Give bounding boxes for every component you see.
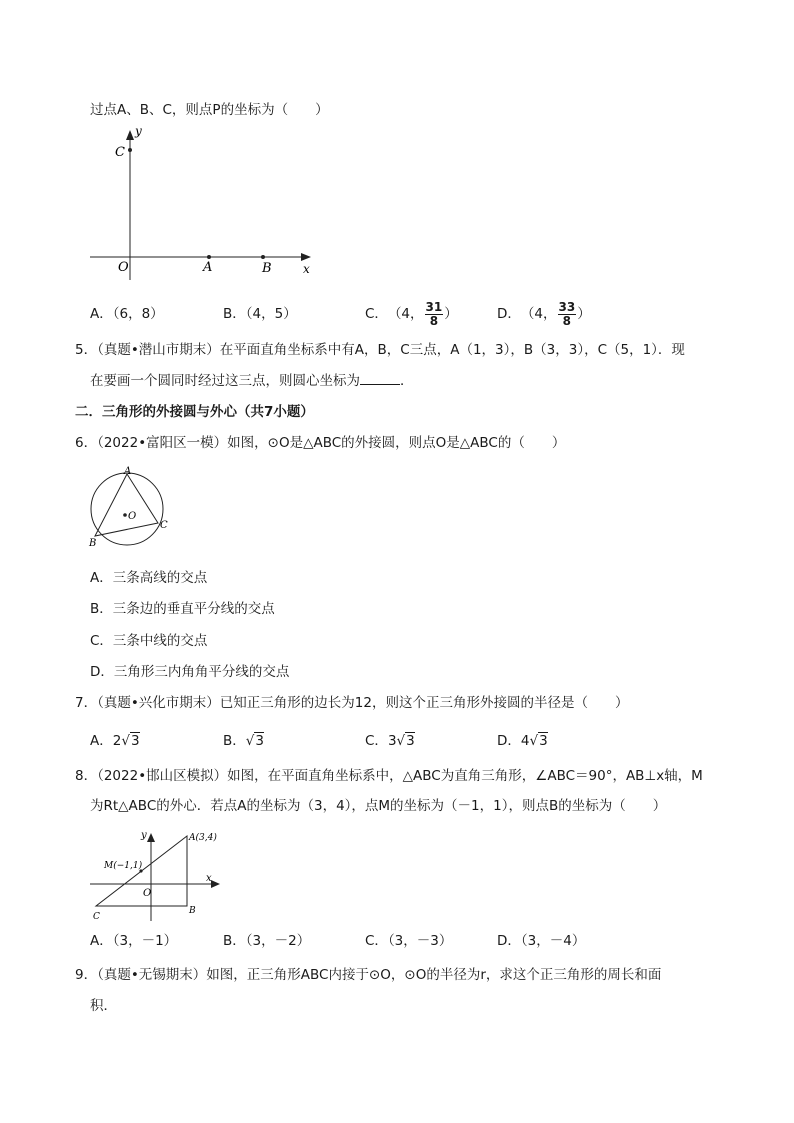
q8-option-c: C．（3，－3） <box>365 933 453 949</box>
q4-point-b: B <box>262 261 272 276</box>
q6-point-a: A <box>124 466 132 477</box>
q8-point-b: B <box>189 906 196 916</box>
q4-option-b: B．（4，5） <box>223 306 297 322</box>
q9-line1: 9．（真题•无锡期末）如图，正三角形ABC内接于⊙O，⊙O的半径为r，求这个正三角形的周长和面 <box>75 967 662 983</box>
q8-line1: 8．（2022•邯山区模拟）如图，在平面直角坐标系中，△ABC为直角三角形，∠ABC＝90°，AB⊥x轴，M <box>75 768 703 784</box>
section-heading: 二．三角形的外接圆与外心（共7小题） <box>75 404 314 420</box>
q4-coordinate-figure <box>85 125 320 280</box>
q4-y-label: y <box>135 125 142 138</box>
q6-stem: 6．（2022•富阳区一模）如图，⊙O是△ABC的外接圆，则点O是△ABC的（ ） <box>75 435 566 451</box>
q8-line2: 为Rt△ABC的外心．若点A的坐标为（3，4），点M的坐标为（－1，1），则点B的坐标为（ ） <box>90 798 667 814</box>
q9-line2: 积． <box>90 998 117 1014</box>
q8-coordinate-figure <box>85 826 225 923</box>
q7-option-b: B．√3 <box>223 733 264 749</box>
q7-stem: 7．（真题•兴化市期末）已知正三角形的边长为12，则这个正三角形外接圆的半径是（ ） <box>75 695 629 711</box>
q6-point-o: O <box>128 511 137 522</box>
q4-point-c: C <box>115 145 125 160</box>
q8-point-m: M(−1,1) <box>104 861 143 871</box>
q6-point-b: B <box>89 538 97 549</box>
q6-point-c: C <box>160 520 168 531</box>
q5-answer-blank[interactable] <box>360 370 400 385</box>
q4-origin: O <box>118 260 129 275</box>
q8-option-a: A．（3，－1） <box>90 933 178 949</box>
q8-point-a: A(3,4) <box>189 833 217 843</box>
q6-option-a: A．三条高线的交点 <box>90 570 208 586</box>
q4-option-a: A．（6，8） <box>90 306 164 322</box>
q7-option-d: D．4√3 <box>497 733 548 749</box>
q7-option-a: A．2√3 <box>90 733 140 749</box>
q8-point-c: C <box>93 912 100 922</box>
q6-option-d: D．三角形三内角角平分线的交点 <box>90 664 290 680</box>
q8-y-label: y <box>141 830 147 841</box>
q4-x-label: x <box>303 262 310 276</box>
q8-option-d: D．（3，－4） <box>497 933 586 949</box>
q5-line2: 在要画一个圆同时经过这三点，则圆心坐标为 ． <box>90 370 414 391</box>
q8-option-b: B．（3，－2） <box>223 933 311 949</box>
q7-option-c: C．3√3 <box>365 733 415 749</box>
q8-x-label: x <box>206 873 212 884</box>
q4-option-d: D． （4， $\frac{33}{8}$ ） <box>497 299 591 328</box>
q6-option-b: B．三条边的垂直平分线的交点 <box>90 601 275 617</box>
q4-stem: 过点A、B、C，则点P的坐标为（ ） <box>90 102 329 118</box>
q6-circle-figure <box>84 466 176 552</box>
q4-point-a: A <box>203 260 213 275</box>
q6-option-c: C．三条中线的交点 <box>90 633 208 649</box>
q8-origin: O <box>143 888 152 899</box>
q4-option-c: C． （4， $\frac{31}{8}$ ） <box>365 299 458 328</box>
q5-line1: 5．（真题•潜山市期末）在平面直角坐标系中有A，B，C三点，A（1，3），B（3，3），C（5，1）．现 <box>75 342 685 358</box>
